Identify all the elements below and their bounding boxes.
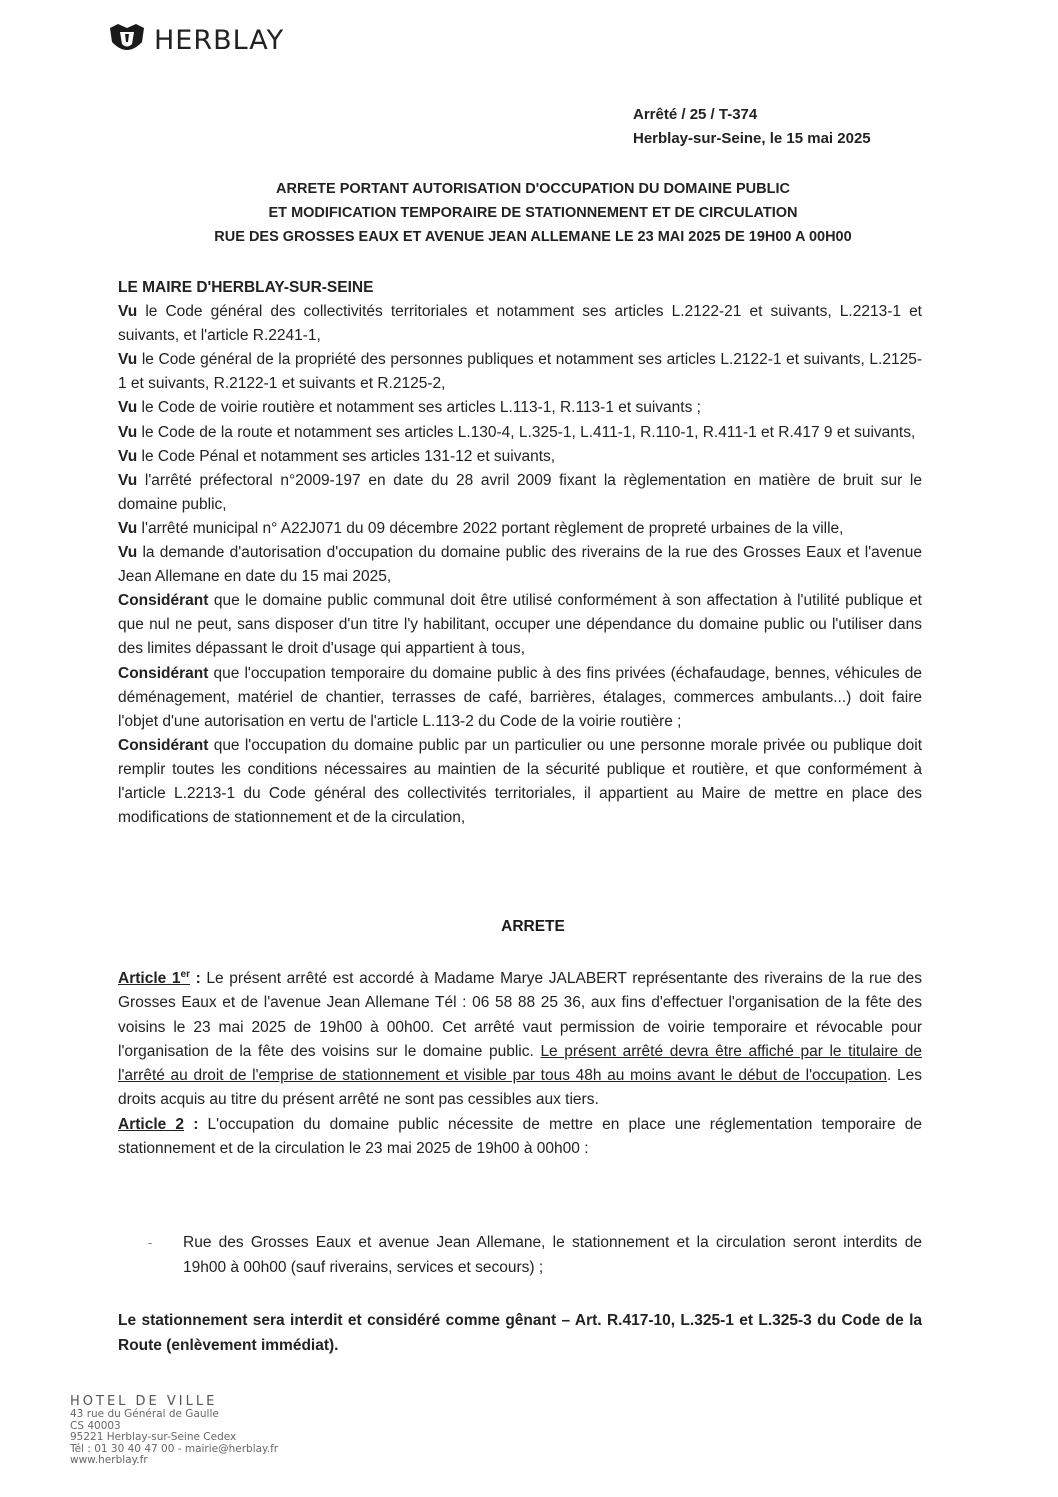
mayor-heading: LE MAIRE D'HERBLAY-SUR-SEINE [118,279,374,296]
article-2: Article 2 : L'occupation du domaine public nécessite de mettre en place une réglementation temporaire de stationnement et de la circulation le 23 mai 2025 de 19h00 à 00h00 : [118,1115,923,1158]
footer-contact: Tél : 01 30 40 47 00 - mairie@herblay.fr [70,1442,279,1455]
decree-reference: Arrêté / 25 / T-374 [633,106,758,123]
recital: Vu l'arrêté préfectoral n°2009-197 en date du 28 avril 2009 fixant la règlementation en matière de bruit sur le domaine public, [118,471,922,513]
footer-address [70,1394,278,1467]
brand-name: HERBLAY [154,24,285,56]
recital: Considérant que le domaine public communal doit être utilisé conformément à son affectation à l'utilité publique et que nul ne peut, sans disposer d'un titre l'y habilitant, occuper une dépendance du domaine public ou l'utiliser dans des limites dépassant le droit d'usage qui appartient à tous, [118,592,922,658]
parking-notice: Le stationnement sera interdit et considéré comme gênant – Art. R.417-10, L.325-1 et L.325-3 du Code de la Route (enlèvement immédiat). [118,1312,922,1354]
article-1: Article 1er : Le présent arrêté est accordé à Madame Marye JALABERT représentante des riverains de la rue des Grosses Eaux et de l'avenue Jean Allemane Tél : 06 58 88 25 36, aux fins d'effectuer l'organisation de la fête des voisins le 23 mai 2025 de 19h00 à 00h00. Cet arrêté vaut permission de voirie temporaire et révocable pour l'organisation de la fête des voisins sur le domaine public. Le présent arrêté devra être affiché par le titulaire de l'arrêté au droit de l'emprise de stationnement et visible par tous 48h au moins avant le début de l'occupation. Les droits acquis au titre du présent arrêté ne sont pas cessibles aux tiers. [118,968,923,1109]
restriction-text: Rue des Grosses Eaux et avenue Jean Allemane, le stationnement et la circulation seront interdits de 19h00 à 00h00 (sauf riverains, services et secours) ; [183,1234,922,1276]
recital: Considérant que l'occupation temporaire du domaine public à des fins privées (échafaudage, bennes, véhicules de déménagement, matériel de chantier, terrasses de café, barrières, étalages, commerces ambulants...) doit faire l'objet d'une autorisation en vertu de l'article L.113-2 du Code de la voirie routière ; [118,664,922,730]
place-and-date: Herblay-sur-Seine, le 15 mai 2025 [633,130,871,147]
arrete-heading: ARRETE [501,918,565,935]
recital: Vu le Code général des collectivités territoriales et notamment ses articles L.2122-21 et suivants, L.2213-1 et suivants, et l'article R.2241-1, [118,303,922,345]
recital: Vu le Code Pénal et notamment ses articles 131-12 et suivants, [118,447,556,465]
reference-block [633,103,871,151]
footer-title: HOTEL DE VILLE [70,1394,218,1409]
city-crest-icon [106,22,148,58]
title-line-3: RUE DES GROSSES EAUX ET AVENUE JEAN ALLEMANE LE 23 MAI 2025 DE 19H00 A 00H00 [214,229,852,245]
footer-website: www.herblay.fr [70,1454,148,1466]
articles [118,967,922,1161]
footer-street: 43 rue du Général de Gaulle [70,1408,219,1420]
title-line-2: ET MODIFICATION TEMPORAIRE DE STATIONNEMENT ET DE CIRCULATION [268,205,798,221]
herblay-logo [106,22,284,58]
article-2-label: Article 2 [118,1115,185,1133]
recital: Considérant que l'occupation du domaine public par un particulier ou une personne morale privée ou publique doit remplir toutes les conditions nécessaires au maintien de la sécurité publique et routière, et que conformément à l'article L.2213-1 du Code général des collectivités territoriales, il appartient au Maire de mettre en place des modifications de stationnement et de la circulation, [118,736,922,827]
document-title [118,177,948,249]
title-line-1: ARRETE PORTANT AUTORISATION D'OCCUPATION DU DOMAINE PUBLIC [276,181,790,197]
bullet-marker: - [148,1235,153,1250]
list-item [148,1231,922,1280]
preamble [118,276,922,830]
recital: Vu la demande d'autorisation d'occupation du domaine public des riverains de la rue des Grosses Eaux et l'avenue Jean Allemane en date du 15 mai 2025, [118,544,922,586]
recital: Vu le Code général de la propriété des personnes publiques et notamment ses articles L.2122-1 et suivants, L.2125-1 et suivants, R.2122-1 et suivants et R.2125-2, [118,351,922,393]
footer-cs: CS 40003 [70,1419,121,1432]
footer-city: 95221 Herblay-sur-Seine Cedex [70,1431,237,1443]
recital: Vu le Code de la route et notamment ses articles L.130-4, L.325-1, L.411-1, R.110-1, R.411-1 et R.417 9 et suivants, [118,423,916,441]
recital: Vu l'arrêté municipal n° A22J071 du 09 décembre 2022 portant règlement de propreté urbaines de la ville, [118,519,844,537]
recital: Vu le Code de voirie routière et notamment ses articles L.113-1, R.113-1 et suivants ; [118,399,701,417]
display-obligation: Le présent arrêté devra être affiché par le titulaire de l'arrêté au droit de l'emprise de stationnement et visible par tous 48h au moins avant le début de l'occupation [118,1042,922,1085]
article-1-label: Article 1er [118,968,190,987]
